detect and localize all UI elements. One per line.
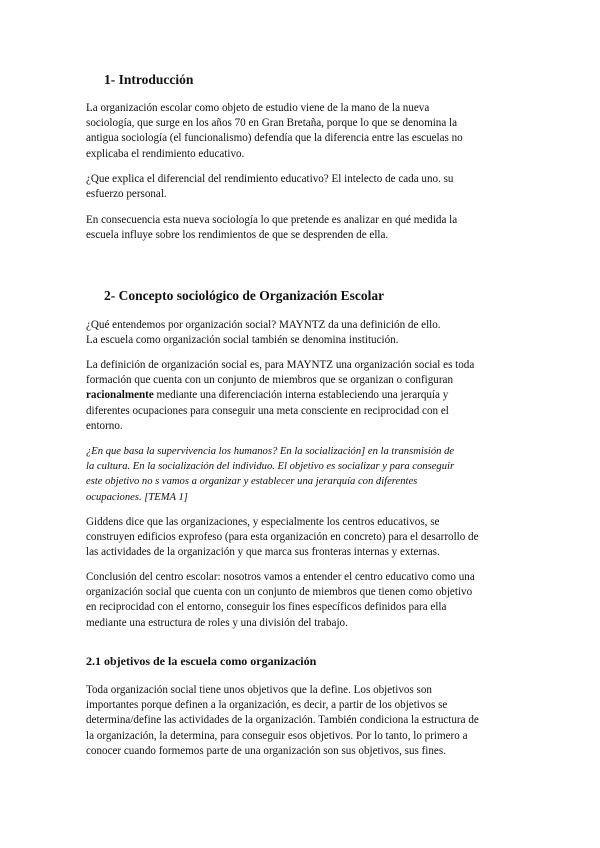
paragraph-intro-3 bbox=[86, 213, 516, 243]
text-line: escuela influye sobre los rendimientos de que se desprenden de ella. bbox=[86, 229, 389, 242]
text-line bbox=[86, 388, 516, 403]
text-line: construyen edificios exprofeso (para esta organización en concreto) para el desarrollo de bbox=[86, 531, 479, 544]
paragraph-italic-socializacion bbox=[86, 444, 516, 505]
text-line: las actividades de la organización y que marca sus fronteras internas y externas. bbox=[86, 546, 440, 559]
text-line: Conclusión del centro escolar: nosotros vamos a entender el centro educativo como una bbox=[86, 571, 475, 583]
text-line: formación que cuenta con un conjunto de miembros que se organizan o configuran bbox=[86, 374, 454, 387]
text-line: sociología, que surge en los años 70 en Gran Bretaña, porque lo que se denomina la bbox=[86, 117, 458, 130]
paragraph-intro-1 bbox=[86, 101, 516, 162]
paragraph-conclusion bbox=[86, 570, 516, 631]
text-line: mediante una estructura de roles y una división del trabajo. bbox=[86, 616, 348, 629]
text-run: mediante una diferenciación interna estableciendo una jerarquía y bbox=[153, 389, 449, 402]
text-line: ¿En que basa la supervivencia los humanos? En la socialización] en la transmisión de bbox=[86, 446, 455, 457]
text-line: este objetivo no s vamos a organizar y establecer una jerarquía con diferentes bbox=[86, 476, 418, 488]
text-line: ocupaciones. [TEMA 1] bbox=[86, 491, 188, 503]
text-line: esfuerzo personal. bbox=[86, 188, 167, 201]
paragraph-concepto-1 bbox=[86, 318, 516, 348]
text-line: conocer cuando formemos parte de una organización son sus objetivos, sus fines. bbox=[86, 744, 446, 757]
text-line: En consecuencia esta nueva sociología lo que pretende es analizar en qué medida la bbox=[86, 214, 458, 226]
text-line: La escuela como organización social también se denomina institución. bbox=[86, 334, 399, 347]
text-line: diferentes ocupaciones para conseguir una meta consciente en reciprocidad con el bbox=[86, 404, 449, 417]
text-line: explicaba el rendimiento educativo. bbox=[86, 147, 245, 160]
text-line: La organización escolar como objeto de estudio viene de la mano de la nueva bbox=[86, 102, 430, 114]
heading-objetivos-escuela: 2.1 objetivos de la escuela como organización bbox=[86, 654, 317, 668]
text-line: la cultura. En la socialización del individuo. El objetivo es socializar y para conseguir bbox=[86, 461, 455, 473]
heading-concepto-sociologico: 2- Concepto sociológico de Organización Escolar bbox=[104, 288, 385, 303]
text-line: organización social que cuenta con un conjunto de miembros que tienen como objetivo bbox=[86, 586, 473, 599]
text-line: Toda organización social tiene unos objetivos que la define. Los objetivos son bbox=[86, 684, 432, 696]
text-line: ¿Qué entendemos por organización social? MAYNTZ da una definición de ello. bbox=[86, 319, 441, 331]
text-line: Giddens dice que las organizaciones, y especialmente los centros educativos, se bbox=[86, 516, 440, 528]
text-line: en reciprocidad con el entorno, conseguir los fines específicos definidos para ella bbox=[86, 601, 447, 614]
text-line: importantes porque definen a la organización, es decir, a partir de los objetivos se bbox=[86, 699, 448, 712]
bold-term: racionalmente bbox=[86, 389, 154, 402]
paragraph-objetivos bbox=[86, 683, 516, 759]
text-line: entorno. bbox=[86, 419, 123, 432]
heading-introduccion: 1- Introducción bbox=[104, 72, 194, 87]
text-line: La definición de organización social es, para MAYNTZ una organización social es toda bbox=[86, 359, 475, 371]
text-line: determina/define las actividades de la organización. También condiciona la estructura de bbox=[86, 714, 479, 727]
paragraph-concepto-2 bbox=[86, 358, 516, 434]
text-line: ¿Que explica el diferencial del rendimiento educativo? El intelecto de cada uno. su bbox=[86, 173, 454, 185]
paragraph-intro-2 bbox=[86, 172, 516, 202]
text-line: antigua sociología (el funcionalismo) defendía que la diferencia entre las escuelas no bbox=[86, 132, 463, 145]
paragraph-giddens bbox=[86, 515, 516, 561]
text-line: la organización, la determina, para conseguir esos objetivos. Por lo tanto, lo primero a bbox=[86, 729, 468, 742]
